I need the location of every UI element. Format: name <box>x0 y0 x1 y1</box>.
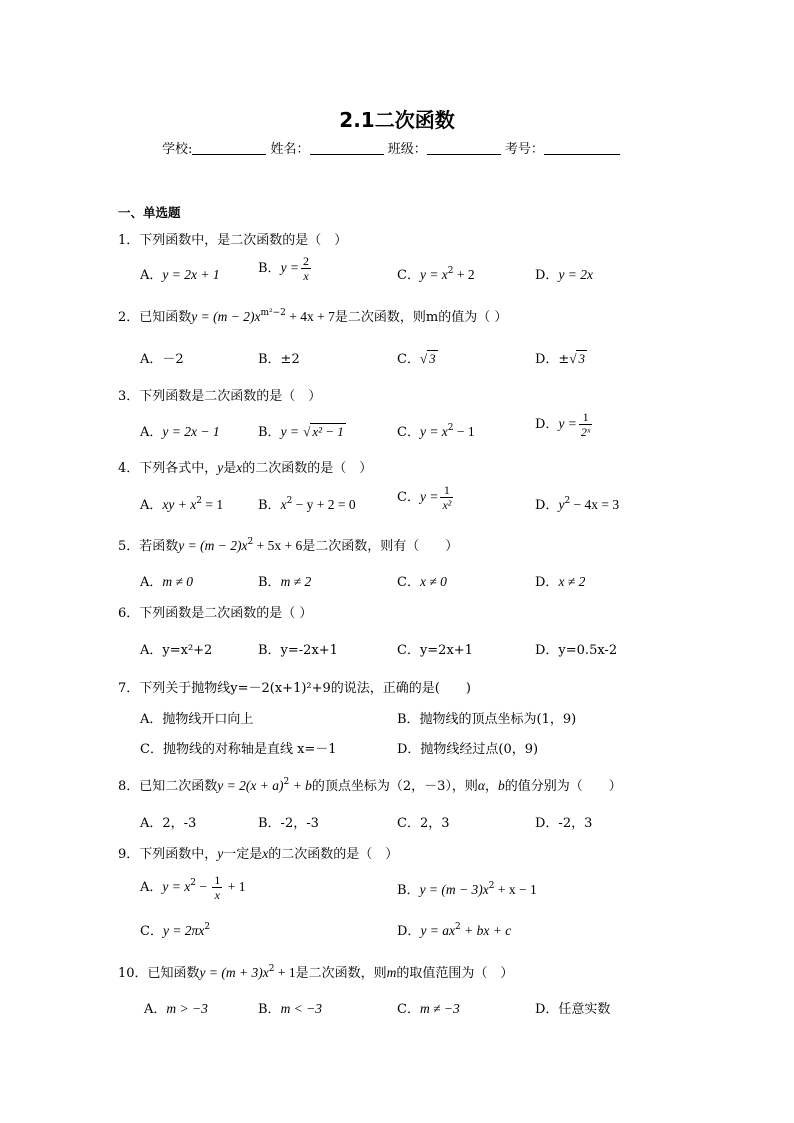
q9-option-b[interactable] <box>397 879 537 898</box>
question-3: 3．下列函数是二次函数的是（ ） <box>118 389 322 404</box>
math-expression: − <box>195 879 211 894</box>
question-text: ， <box>484 779 498 794</box>
fraction <box>440 484 453 511</box>
option-label: A． <box>140 880 163 895</box>
math-expression: − y + 2 = 0 <box>292 497 356 512</box>
question-text: 是二次函数，则 <box>295 966 387 981</box>
question-text: 2．已知函数 <box>118 310 192 325</box>
option-label: C． <box>397 575 420 590</box>
question-text: 9．下列函数中， <box>118 847 218 862</box>
q9-option-a[interactable] <box>140 874 245 901</box>
exponent: 2 <box>455 922 461 932</box>
exponent: 2 <box>204 922 211 932</box>
question-text: 的取值范围为（ ） <box>396 966 514 981</box>
student-info-line <box>162 138 620 157</box>
variable: x <box>262 846 269 861</box>
math-expression: y = 2x − 1 <box>162 424 220 439</box>
q10-option-c[interactable] <box>397 998 460 1017</box>
q3-option-c[interactable] <box>397 421 475 440</box>
math-expression: + b <box>289 778 312 793</box>
option-label: B． <box>258 1002 281 1017</box>
math-expression: + 5x + 6 <box>253 538 303 553</box>
exam-number-field[interactable] <box>544 140 620 155</box>
exponent: 2 <box>283 777 290 787</box>
math-expression: + 1 <box>274 965 296 980</box>
option-label: B． <box>258 261 281 276</box>
school-field[interactable] <box>192 140 266 155</box>
q1-option-d[interactable] <box>535 264 593 283</box>
question-text: 的值分别为（ ） <box>504 779 622 794</box>
math-expression: y = (m − 3)x <box>419 882 489 897</box>
q6-option-a[interactable]: A．y=x²+2 <box>140 643 213 658</box>
q7-option-b[interactable]: B．抛物线的顶点坐标为(1，9) <box>397 712 577 727</box>
math-expression: − 1 <box>453 424 475 439</box>
exponent: 2 <box>190 878 196 888</box>
question-7: 7．下列关于抛物线y=－2(x+1)²+9的说法，正确的是( ) <box>118 681 471 696</box>
denominator: x <box>212 887 222 901</box>
math-expression: y = x <box>162 879 191 894</box>
option-label: C． <box>397 268 420 283</box>
numerator: 1 <box>443 483 450 497</box>
square-root: √ 3 <box>419 351 436 366</box>
exponent: m²−2 <box>260 308 286 318</box>
option-label: A． <box>140 425 163 440</box>
square-root: √ x² − 1 <box>303 424 344 439</box>
variable: y <box>217 846 224 861</box>
option-label: A． <box>140 268 163 283</box>
question-1: 1．下列函数中，是二次函数的是（ ） <box>118 233 348 248</box>
question-text: 一定是 <box>223 847 263 862</box>
math-expression: xy + x <box>162 497 197 512</box>
variable: y <box>217 460 224 475</box>
exponent: 2 <box>447 266 454 276</box>
question-9 <box>118 843 398 862</box>
exponent: 2 <box>286 496 293 506</box>
option-label: D． <box>535 268 559 283</box>
question-text: 是 <box>223 461 237 476</box>
math-expression: y = 2(x + a) <box>217 778 284 793</box>
math-expression: + 4x + 7 <box>285 309 335 324</box>
q7-option-a[interactable]: A．抛物线开口向上 <box>140 712 254 727</box>
option-label: B． <box>258 425 281 440</box>
question-2 <box>118 306 507 325</box>
math-expression: y = x <box>419 424 448 439</box>
q6-option-b[interactable]: B．y=-2x+1 <box>258 643 338 658</box>
q5-option-c[interactable] <box>397 571 447 590</box>
q1-option-c[interactable] <box>397 264 475 283</box>
q3-option-a[interactable] <box>140 421 220 440</box>
exponent: 2 <box>447 423 454 433</box>
class-label: 班级： <box>387 142 427 157</box>
math-expression: x <box>280 497 287 512</box>
q4-option-b[interactable] <box>258 494 356 513</box>
math-expression: m ≠ −3 <box>419 1001 460 1016</box>
math-expression: m > −3 <box>166 1001 208 1016</box>
math-expression: x ≠ 2 <box>558 574 586 589</box>
school-label: 学校: <box>162 142 193 157</box>
q10-option-b[interactable] <box>258 998 322 1017</box>
question-text: 8．已知二次函数 <box>118 779 218 794</box>
section-heading: 一、单选题 <box>118 205 181 220</box>
document-title: 2.1二次函数 <box>339 108 455 132</box>
math-expression: y = (m − 2)x <box>191 309 261 324</box>
question-text: 是二次函数，则有（ ） <box>302 539 459 554</box>
exam-number-label: 考号： <box>504 142 544 157</box>
math-expression: + bx + c <box>460 923 512 938</box>
math-expression: y = (m + 3)x <box>199 965 269 980</box>
math-expression: y <box>558 497 565 512</box>
q7-option-c[interactable]: C．抛物线的对称轴是直线 x=－1 <box>140 742 337 757</box>
math-expression: y = 2x <box>558 267 594 282</box>
question-5 <box>118 535 458 554</box>
question-text: 是二次函数，则m的值为（ ） <box>334 310 508 325</box>
question-text: 10．已知函数 <box>118 966 200 981</box>
option-label: B． <box>258 575 281 590</box>
exponent: 2 <box>488 881 495 891</box>
math-expression: + 1 <box>224 879 246 894</box>
q2-option-c[interactable] <box>397 348 438 367</box>
question-6: 6．下列函数是二次函数的是（ ） <box>118 606 313 621</box>
variable: m <box>386 965 397 980</box>
exponent: 2 <box>196 496 202 506</box>
math-expression: + x − 1 <box>494 882 537 897</box>
math-expression: + 2 <box>453 267 475 282</box>
question-text: 的二次函数的是（ ） <box>268 847 399 862</box>
q4-option-d[interactable] <box>535 494 619 513</box>
math-expression: m ≠ 2 <box>280 574 312 589</box>
q8-option-b[interactable]: B．-2，-3 <box>258 816 319 831</box>
math-expression: y = 2πx <box>162 923 205 938</box>
q4-option-a[interactable] <box>140 494 223 513</box>
numerator: 1 <box>214 873 221 887</box>
variable: b <box>498 778 505 793</box>
option-label: C． <box>140 924 163 939</box>
math-expression: x ≠ 0 <box>419 574 447 589</box>
q6-option-c[interactable]: C．y=2x+1 <box>397 643 473 658</box>
q9-option-c[interactable] <box>140 920 210 939</box>
question-4 <box>118 457 372 476</box>
option-label: C． <box>397 1002 420 1017</box>
math-expression: y = <box>280 260 300 275</box>
option-label: C． <box>397 352 420 367</box>
question-text: 的顶点坐标为（2，－3），则 <box>311 779 478 794</box>
q3-option-b[interactable] <box>258 421 346 440</box>
numerator: 2 <box>303 254 310 268</box>
q10-option-d[interactable]: D．任意实数 <box>535 1002 611 1017</box>
math-expression: y = x <box>419 267 448 282</box>
option-label: A． <box>144 1002 167 1017</box>
question-8 <box>118 775 622 794</box>
question-text: 4．下列各式中， <box>118 461 218 476</box>
option-label: D． <box>397 924 421 939</box>
q8-option-c[interactable]: C．2，3 <box>397 816 450 831</box>
numerator: 1 <box>582 410 589 424</box>
exponent: 2 <box>564 496 571 506</box>
radicand: x² − 1 <box>312 424 344 439</box>
exponent: 2 <box>247 537 254 547</box>
math-expression: y = (m − 2)x <box>178 538 248 553</box>
math-expression: = 1 <box>201 497 224 512</box>
question-text: 的二次函数的是（ ） <box>242 461 373 476</box>
q5-option-b[interactable] <box>258 571 311 590</box>
class-field[interactable] <box>427 140 501 155</box>
variable: x <box>236 460 243 475</box>
q7-option-d[interactable]: D．抛物线经过点(0，9) <box>397 742 539 757</box>
option-label: A． <box>140 575 163 590</box>
q5-option-a[interactable] <box>140 571 193 590</box>
math-expression: − 4x = 3 <box>570 497 620 512</box>
radicand: 3 <box>578 351 585 366</box>
name-label: 姓名： <box>270 142 310 157</box>
square-root: √ 3 <box>569 351 585 366</box>
q2-option-a[interactable]: A．－2 <box>140 352 184 367</box>
q3-option-d[interactable] <box>535 411 594 438</box>
q1-option-b[interactable] <box>258 255 313 282</box>
option-label: D． <box>535 498 559 513</box>
variable: α <box>477 778 485 793</box>
option-label: B． <box>397 883 420 898</box>
question-10 <box>118 962 513 981</box>
denominator: x² <box>442 498 452 512</box>
denominator: x <box>301 268 311 282</box>
math-expression: y = 2x + 1 <box>162 267 220 282</box>
fraction <box>212 874 222 901</box>
option-label: C． <box>397 490 420 505</box>
q2-option-d[interactable] <box>535 348 587 367</box>
q10-option-a[interactable] <box>144 998 208 1017</box>
option-label: A． <box>140 498 163 513</box>
q6-option-d[interactable]: D．y=0.5x-2 <box>535 643 618 658</box>
option-label: B． <box>258 498 281 513</box>
option-label: D．± <box>535 352 570 367</box>
fraction <box>301 255 311 282</box>
math-expression: y = <box>419 489 439 504</box>
math-expression: y = ax <box>420 923 456 938</box>
q2-option-b[interactable]: B．±2 <box>258 352 300 367</box>
math-expression: m < −3 <box>280 1001 323 1016</box>
option-label: D． <box>535 417 559 432</box>
math-expression: m ≠ 0 <box>162 574 194 589</box>
question-text: 5．若函数 <box>118 539 179 554</box>
exponent: 2 <box>268 964 275 974</box>
option-label: C． <box>397 425 420 440</box>
q8-option-d[interactable]: D．-2，3 <box>535 816 593 831</box>
option-label: D． <box>535 575 559 590</box>
fraction <box>579 411 592 438</box>
denominator: 2ˣ <box>580 425 591 439</box>
q1-option-a[interactable] <box>140 264 220 283</box>
name-field[interactable] <box>310 140 384 155</box>
math-expression: y = <box>280 424 300 439</box>
q9-option-d[interactable] <box>397 920 511 939</box>
radicand: 3 <box>429 351 436 366</box>
q4-option-c[interactable] <box>397 484 455 511</box>
q8-option-a[interactable]: A．2，-3 <box>140 816 197 831</box>
math-expression: y = <box>558 416 577 431</box>
q5-option-d[interactable] <box>535 571 585 590</box>
